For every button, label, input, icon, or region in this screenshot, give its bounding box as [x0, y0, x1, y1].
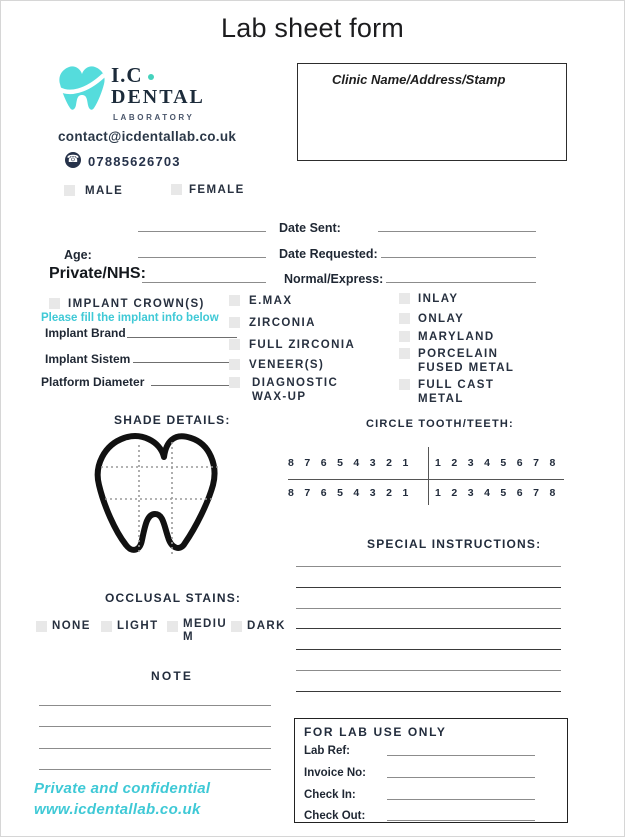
footer-website: www.icdentallab.co.uk [34, 801, 201, 818]
logo-dot [148, 74, 154, 80]
normal-express-line[interactable] [386, 282, 536, 283]
teeth-upper-left[interactable]: 8 7 6 5 4 3 2 1 [288, 457, 409, 469]
inlay-label: INLAY [418, 293, 459, 305]
checkbox-male[interactable] [64, 185, 75, 196]
checkbox-zirconia[interactable] [229, 317, 240, 328]
private-nhs-label: Private/NHS: [49, 265, 146, 282]
checkbox-full-zirconia[interactable] [229, 339, 240, 350]
stain-medium-label: MEDIUM [183, 618, 228, 643]
implant-crowns-label: IMPLANT CROWN(S) [68, 298, 205, 310]
zirconia-label: ZIRCONIA [249, 317, 316, 329]
circle-tooth-title: CIRCLE TOOTH/TEETH: [366, 418, 514, 430]
date-requested-line[interactable] [381, 257, 536, 258]
teeth-lower-right[interactable]: 1 2 3 4 5 6 7 8 [435, 487, 556, 499]
private-nhs-line[interactable] [142, 282, 266, 283]
checkbox-dark[interactable] [231, 621, 242, 632]
lab-ref-line[interactable] [387, 755, 535, 756]
teeth-chart-vertical-divider [428, 447, 429, 505]
stain-none-label: NONE [52, 620, 91, 632]
checkbox-medium[interactable] [167, 621, 178, 632]
special-instructions-line[interactable] [296, 649, 561, 650]
special-instructions-line[interactable] [296, 608, 561, 609]
phone-number: 07885626703 [88, 154, 181, 169]
occlusal-stains-title: OCCLUSAL STAINS: [105, 591, 242, 605]
for-lab-use-only-box [294, 718, 568, 823]
age-line[interactable] [138, 257, 266, 258]
diagnostic-wax-up-label: DIAGNOSTIC WAX-UP [252, 377, 339, 403]
tooth-logo-icon [57, 64, 107, 118]
checkbox-veneers[interactable] [229, 359, 240, 370]
male-label: MALE [85, 185, 124, 197]
special-instructions-line[interactable] [296, 691, 561, 692]
footer-confidential: Private and confidential [34, 780, 211, 797]
age-label: Age: [64, 248, 92, 262]
special-instructions-line[interactable] [296, 628, 561, 629]
clinic-stamp-box[interactable] [297, 63, 567, 161]
implant-brand-line[interactable] [127, 337, 237, 338]
full-cast-metal-label: FULL CAST METAL [418, 379, 495, 405]
stain-light-label: LIGHT [117, 620, 159, 632]
lab-ref-label: Lab Ref: [304, 745, 350, 757]
note-line[interactable] [39, 705, 271, 706]
female-label: FEMALE [189, 184, 245, 196]
special-instructions-title: SPECIAL INSTRUCTIONS: [367, 537, 542, 551]
check-in-line[interactable] [387, 799, 535, 800]
porcelain-fused-metal-label: PORCELAIN FUSED METAL [418, 348, 515, 374]
checkbox-emax[interactable] [229, 295, 240, 306]
onlay-label: ONLAY [418, 313, 465, 325]
checkbox-inlay[interactable] [399, 293, 410, 304]
note-line[interactable] [39, 726, 271, 727]
check-out-label: Check Out: [304, 810, 366, 822]
checkbox-maryland[interactable] [399, 331, 410, 342]
platform-diameter-label: Platform Diameter [41, 375, 145, 389]
implant-info-note: Please fill the implant info below [41, 312, 219, 324]
checkbox-none[interactable] [36, 621, 47, 632]
stain-dark-label: DARK [247, 620, 286, 632]
note-line[interactable] [39, 769, 271, 770]
lab-use-title: FOR LAB USE ONLY [304, 725, 447, 739]
name-line[interactable] [138, 231, 266, 232]
logo-ic-text: I.C [111, 63, 143, 87]
checkbox-full-cast-metal[interactable] [399, 379, 410, 390]
special-instructions-line[interactable] [296, 670, 561, 671]
normal-express-label: Normal/Express: [284, 272, 384, 286]
checkbox-light[interactable] [101, 621, 112, 632]
veneers-label: VENEER(S) [249, 359, 325, 371]
checkbox-onlay[interactable] [399, 313, 410, 324]
note-line[interactable] [39, 748, 271, 749]
check-out-line[interactable] [387, 820, 535, 821]
emax-label: E.MAX [249, 295, 293, 307]
shade-details-title: SHADE DETAILS: [114, 413, 231, 427]
shade-tooth-diagram[interactable] [89, 429, 239, 569]
phone-icon: ☎ [65, 152, 81, 168]
note-title: NOTE [151, 669, 194, 683]
check-in-label: Check In: [304, 789, 356, 801]
special-instructions-line[interactable] [296, 587, 561, 588]
checkbox-implant-crowns[interactable] [49, 298, 60, 309]
checkbox-porcelain-fused-metal[interactable] [399, 348, 410, 359]
maryland-label: MARYLAND [418, 331, 495, 343]
teeth-lower-left[interactable]: 8 7 6 5 4 3 2 1 [288, 487, 409, 499]
platform-diameter-line[interactable] [151, 385, 236, 386]
logo-text-dental: DENTAL [111, 86, 205, 108]
page-title: Lab sheet form [221, 13, 404, 43]
checkbox-female[interactable] [171, 184, 182, 195]
implant-brand-label: Implant Brand [45, 326, 126, 340]
implant-system-line[interactable] [133, 362, 233, 363]
logo-text-ic [111, 63, 154, 88]
teeth-chart-horizontal-divider [288, 479, 564, 480]
teeth-upper-right[interactable]: 1 2 3 4 5 6 7 8 [435, 457, 556, 469]
invoice-no-line[interactable] [387, 777, 535, 778]
full-zirconia-label: FULL ZIRCONIA [249, 339, 356, 351]
date-sent-line[interactable] [378, 231, 536, 232]
date-requested-label: Date Requested: [279, 247, 378, 261]
contact-email: contact@icdentallab.co.uk [58, 129, 237, 144]
implant-system-label: Implant Sistem [45, 352, 131, 366]
checkbox-diagnostic-wax-up[interactable] [229, 377, 240, 388]
logo-text-laboratory: LABORATORY [113, 113, 195, 122]
date-sent-label: Date Sent: [279, 221, 341, 235]
special-instructions-line[interactable] [296, 566, 561, 567]
invoice-no-label: Invoice No: [304, 767, 366, 779]
clinic-box-label: Clinic Name/Address/Stamp [332, 72, 506, 87]
